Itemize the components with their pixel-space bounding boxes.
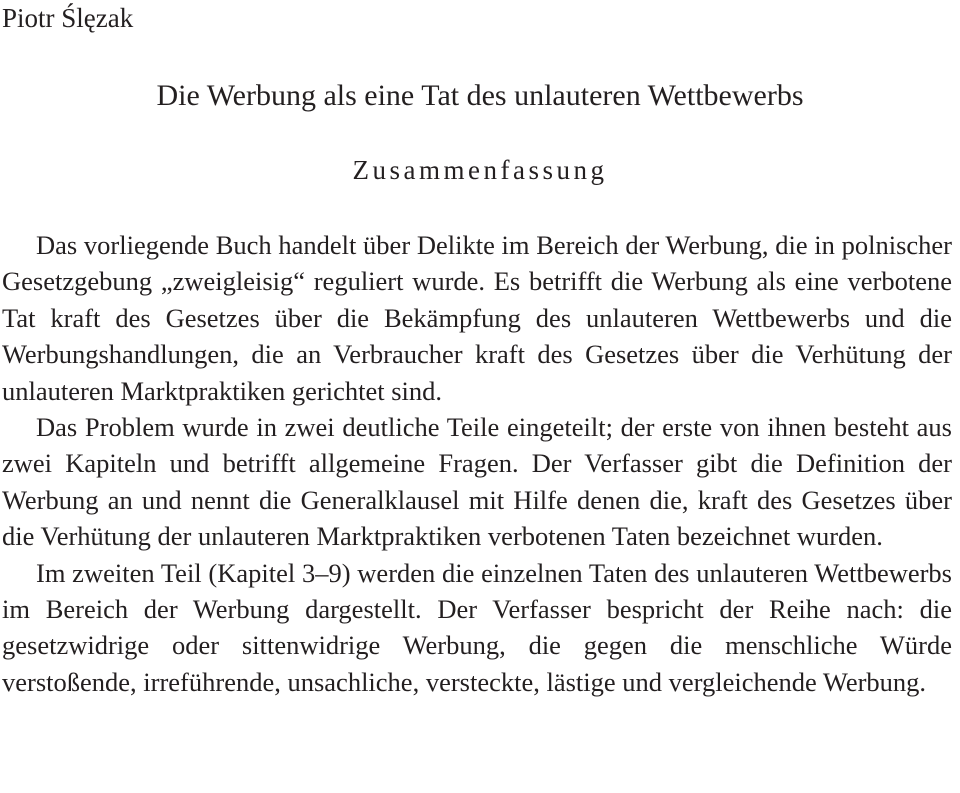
document-title: Die Werbung als eine Tat des unlauteren Wettbewerbs (156, 79, 804, 112)
summary-body (2, 227, 952, 700)
paragraph-3: Im zweiten Teil (Kapitel 3–9) werden die einzelnen Taten des unlauteren Wettbewerbs im Bereich der Werbung dargestellt. Der Verfasser bespricht der Reihe nach: die gesetzwidrige oder sittenwidrige Werbung, die gegen die menschliche Würde verstoßende, irreführende, unsachliche, versteckte, lästige und vergleichende Werbung. (2, 557, 952, 697)
paragraph-2: Das Problem wurde in zwei deutliche Teile eingeteilt; der erste von ihnen besteht aus zwei Kapiteln und betrifft allgemeine Fragen. Der Verfasser gibt die Definition der Werbung an und nennt die Generalklausel mit Hilfe denen die, kraft des Gesetzes über die Verhütung der unlauteren Marktpraktiken verbotenen Taten bezeichnet wurden. (2, 412, 952, 552)
paragraph-1: Das vorliegende Buch handelt über Delikte im Bereich der Werbung, die in polnischer Gesetzgebung „zweigleisig“ reguliert wurde. Es betrifft die Werbung als eine verbotene Tat kraft des Gesetzes über die Bekämpfung des unlauteren Wettbewerbs und die Werbungshandlungen, die an Verbraucher kraft des Gesetzes über die Verhütung der unlauteren Marktpraktiken gerichtet sind. (2, 230, 952, 406)
author-name: Piotr Ślęzak (2, 3, 134, 33)
section-heading: Zusammenfassung (352, 155, 608, 185)
